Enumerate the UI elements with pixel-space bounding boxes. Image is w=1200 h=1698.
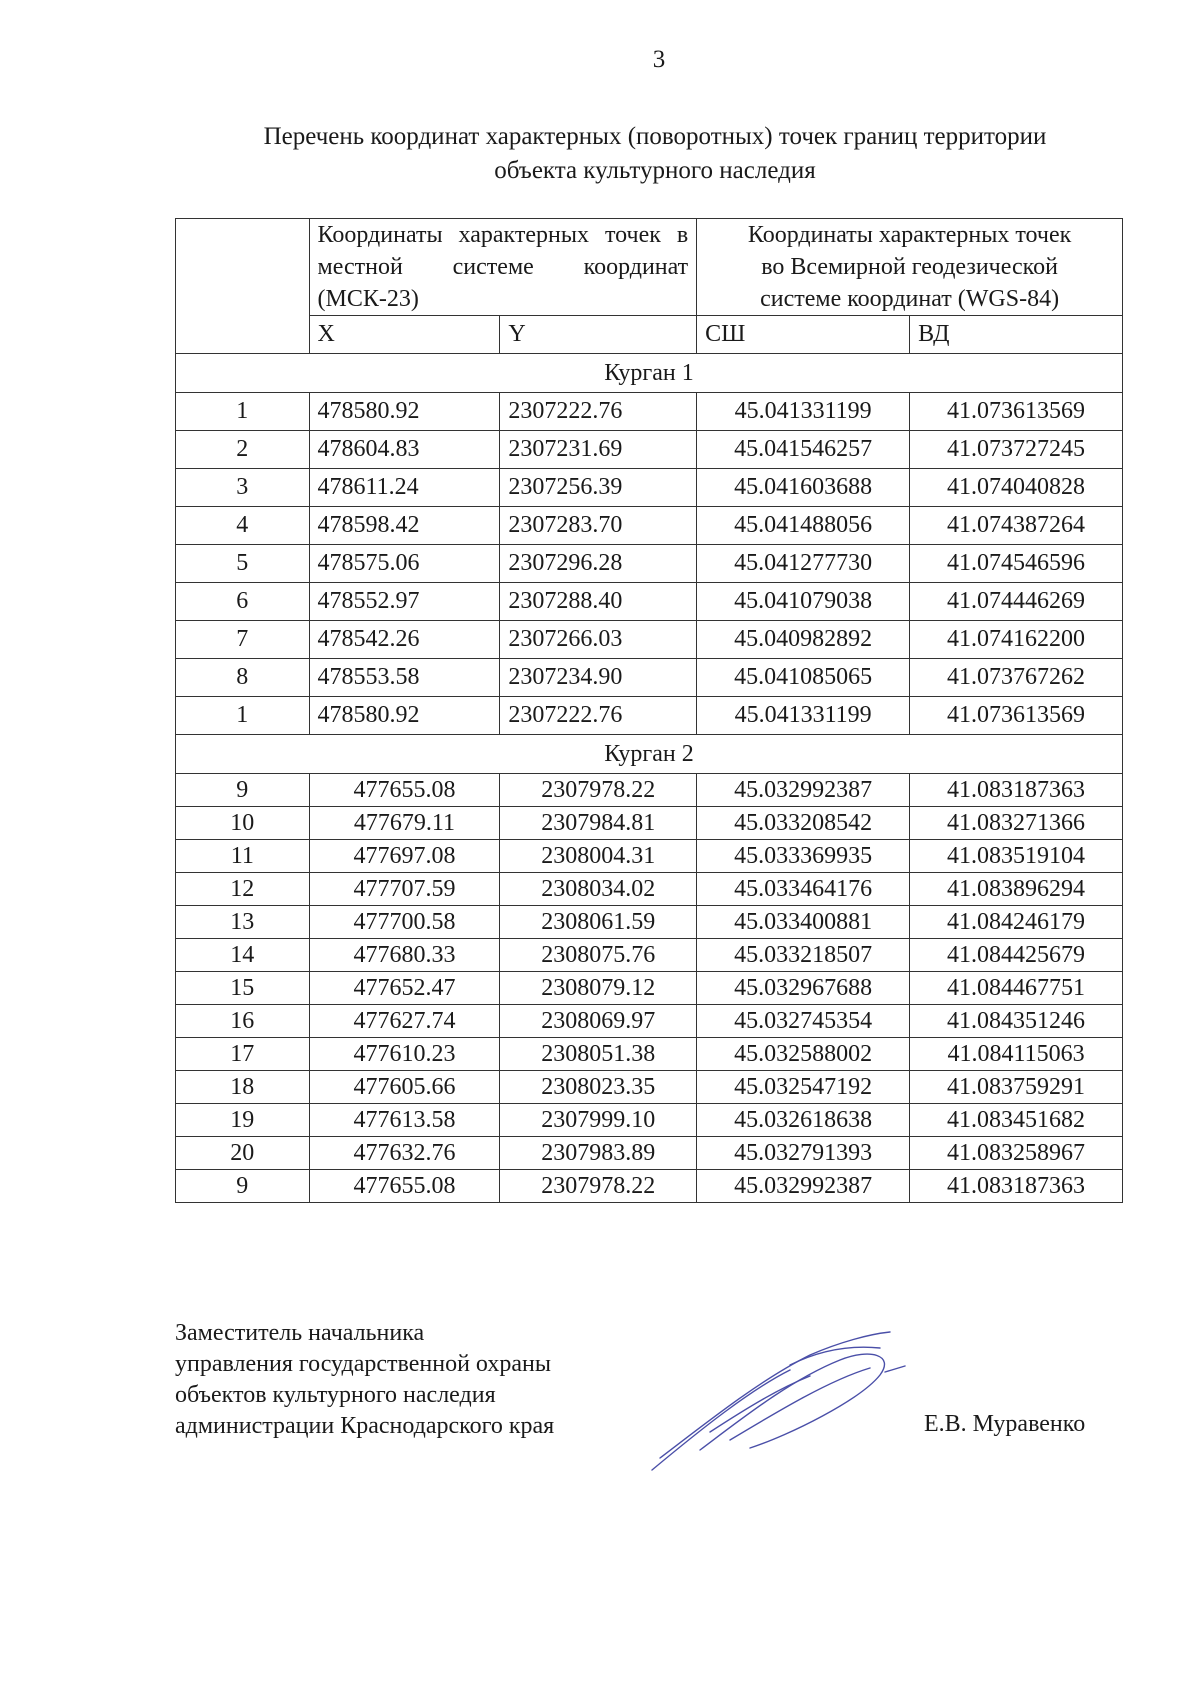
header-x: X — [309, 316, 500, 354]
table-row — [176, 1170, 1123, 1203]
signatory-line-4: администрации Краснодарского края — [175, 1413, 555, 1439]
latitude: 45.032618638 — [697, 1104, 910, 1137]
table-row — [176, 1137, 1123, 1170]
longitude: 41.073613569 — [910, 393, 1123, 431]
header-wgs-line-2: во Всемирной геодезической — [761, 254, 1058, 280]
longitude: 41.083187363 — [910, 1170, 1123, 1203]
y-coordinate: 2307266.03 — [500, 621, 697, 659]
latitude: 45.033218507 — [697, 939, 910, 972]
latitude: 45.041488056 — [697, 507, 910, 545]
x-coordinate: 478598.42 — [309, 507, 500, 545]
table-row — [176, 469, 1123, 507]
table-row — [176, 1104, 1123, 1137]
x-coordinate: 477655.08 — [309, 1170, 500, 1203]
handwritten-signature — [640, 1320, 930, 1485]
table-row — [176, 1071, 1123, 1104]
header-wgs-cell — [697, 219, 1123, 316]
x-coordinate: 477707.59 — [309, 873, 500, 906]
table-row — [176, 1038, 1123, 1071]
longitude: 41.074040828 — [910, 469, 1123, 507]
latitude: 45.040982892 — [697, 621, 910, 659]
table-row — [176, 431, 1123, 469]
longitude: 41.074446269 — [910, 583, 1123, 621]
group-header-row — [176, 735, 1123, 774]
x-coordinate: 477697.08 — [309, 840, 500, 873]
y-coordinate: 2308051.38 — [500, 1038, 697, 1071]
x-coordinate: 477605.66 — [309, 1071, 500, 1104]
y-coordinate: 2308075.76 — [500, 939, 697, 972]
header-lon: ВД — [910, 316, 1123, 354]
longitude: 41.074162200 — [910, 621, 1123, 659]
longitude: 41.083187363 — [910, 774, 1123, 807]
longitude: 41.084246179 — [910, 906, 1123, 939]
y-coordinate: 2308061.59 — [500, 906, 697, 939]
point-number: 8 — [176, 659, 310, 697]
latitude: 45.032992387 — [697, 1170, 910, 1203]
y-coordinate: 2307978.22 — [500, 1170, 697, 1203]
signatory-line-3: объектов культурного наследия — [175, 1382, 496, 1408]
title-line-1: Перечень координат характерных (поворотных) точек границ территории — [263, 123, 1047, 150]
point-number: 2 — [176, 431, 310, 469]
longitude: 41.073613569 — [910, 697, 1123, 735]
table-row — [176, 393, 1123, 431]
coordinates-table — [175, 218, 1123, 1203]
table-row — [176, 873, 1123, 906]
longitude: 41.084351246 — [910, 1005, 1123, 1038]
latitude: 45.033400881 — [697, 906, 910, 939]
x-coordinate: 477652.47 — [309, 972, 500, 1005]
y-coordinate: 2307984.81 — [500, 807, 697, 840]
latitude: 45.041331199 — [697, 393, 910, 431]
point-number: 14 — [176, 939, 310, 972]
longitude: 41.073767262 — [910, 659, 1123, 697]
point-number: 18 — [176, 1071, 310, 1104]
point-number: 3 — [176, 469, 310, 507]
latitude: 45.033208542 — [697, 807, 910, 840]
point-number: 6 — [176, 583, 310, 621]
point-number: 19 — [176, 1104, 310, 1137]
longitude: 41.083759291 — [910, 1071, 1123, 1104]
y-coordinate: 2307234.90 — [500, 659, 697, 697]
point-number: 20 — [176, 1137, 310, 1170]
x-coordinate: 477655.08 — [309, 774, 500, 807]
point-number: 7 — [176, 621, 310, 659]
table-header-row — [176, 219, 1123, 316]
table-row — [176, 840, 1123, 873]
y-coordinate: 2308004.31 — [500, 840, 697, 873]
y-coordinate: 2307222.76 — [500, 393, 697, 431]
header-wgs-line-1: Координаты характерных точек — [747, 222, 1072, 248]
latitude: 45.041546257 — [697, 431, 910, 469]
point-number: 1 — [176, 697, 310, 735]
latitude: 45.032967688 — [697, 972, 910, 1005]
signatory-line-1: Заместитель начальника — [175, 1320, 425, 1346]
page-number: 3 — [652, 46, 666, 73]
table-row — [176, 906, 1123, 939]
y-coordinate: 2307231.69 — [500, 431, 697, 469]
x-coordinate: 478611.24 — [309, 469, 500, 507]
y-coordinate: 2307222.76 — [500, 697, 697, 735]
table-row — [176, 1005, 1123, 1038]
header-msk-cell: Координаты характерных точек в местной системе координат (МСК-23) — [309, 219, 697, 316]
point-number: 13 — [176, 906, 310, 939]
y-coordinate: 2307256.39 — [500, 469, 697, 507]
latitude: 45.033369935 — [697, 840, 910, 873]
y-coordinate: 2307283.70 — [500, 507, 697, 545]
longitude: 41.084425679 — [910, 939, 1123, 972]
y-coordinate: 2307978.22 — [500, 774, 697, 807]
signatory-name: Е.В. Муравенко — [924, 1411, 1086, 1437]
table-row — [176, 659, 1123, 697]
y-coordinate: 2307288.40 — [500, 583, 697, 621]
x-coordinate: 478552.97 — [309, 583, 500, 621]
latitude: 45.032745354 — [697, 1005, 910, 1038]
latitude: 45.032791393 — [697, 1137, 910, 1170]
point-number: 11 — [176, 840, 310, 873]
latitude: 45.041085065 — [697, 659, 910, 697]
point-number: 16 — [176, 1005, 310, 1038]
x-coordinate: 478580.92 — [309, 393, 500, 431]
x-coordinate: 478553.58 — [309, 659, 500, 697]
table-subheader-row — [176, 316, 1123, 354]
y-coordinate: 2307983.89 — [500, 1137, 697, 1170]
latitude: 45.033464176 — [697, 873, 910, 906]
longitude: 41.083258967 — [910, 1137, 1123, 1170]
y-coordinate: 2307999.10 — [500, 1104, 697, 1137]
header-lat: СШ — [697, 316, 910, 354]
point-number: 12 — [176, 873, 310, 906]
latitude: 45.041603688 — [697, 469, 910, 507]
table-row — [176, 807, 1123, 840]
longitude: 41.083451682 — [910, 1104, 1123, 1137]
longitude: 41.083896294 — [910, 873, 1123, 906]
signatory-line-2: управления государственной охраны — [175, 1351, 551, 1377]
group-name: Курган 2 — [176, 735, 1123, 774]
x-coordinate: 477610.23 — [309, 1038, 500, 1071]
table-row — [176, 545, 1123, 583]
latitude: 45.032992387 — [697, 774, 910, 807]
signatory-title — [175, 1318, 554, 1442]
document-title — [175, 120, 1135, 188]
longitude: 41.084467751 — [910, 972, 1123, 1005]
latitude: 45.032547192 — [697, 1071, 910, 1104]
latitude: 45.041331199 — [697, 697, 910, 735]
header-wgs-line-3: системе координат (WGS-84) — [760, 286, 1060, 312]
x-coordinate: 477680.33 — [309, 939, 500, 972]
x-coordinate: 477679.11 — [309, 807, 500, 840]
latitude: 45.041277730 — [697, 545, 910, 583]
table-row — [176, 697, 1123, 735]
y-coordinate: 2308069.97 — [500, 1005, 697, 1038]
point-number: 1 — [176, 393, 310, 431]
x-coordinate: 477700.58 — [309, 906, 500, 939]
title-line-2: объекта культурного наследия — [494, 157, 816, 184]
y-coordinate: 2308079.12 — [500, 972, 697, 1005]
longitude: 41.083271366 — [910, 807, 1123, 840]
header-y: Y — [500, 316, 697, 354]
y-coordinate: 2307296.28 — [500, 545, 697, 583]
point-number: 17 — [176, 1038, 310, 1071]
y-coordinate: 2308023.35 — [500, 1071, 697, 1104]
x-coordinate: 478542.26 — [309, 621, 500, 659]
latitude: 45.032588002 — [697, 1038, 910, 1071]
y-coordinate: 2308034.02 — [500, 873, 697, 906]
point-number: 15 — [176, 972, 310, 1005]
table-row — [176, 621, 1123, 659]
point-number: 9 — [176, 774, 310, 807]
table-row — [176, 583, 1123, 621]
table-row — [176, 774, 1123, 807]
table-row — [176, 939, 1123, 972]
point-number: 5 — [176, 545, 310, 583]
group-name: Курган 1 — [176, 354, 1123, 393]
longitude: 41.074387264 — [910, 507, 1123, 545]
x-coordinate: 477627.74 — [309, 1005, 500, 1038]
longitude: 41.073727245 — [910, 431, 1123, 469]
longitude: 41.084115063 — [910, 1038, 1123, 1071]
latitude: 45.041079038 — [697, 583, 910, 621]
x-coordinate: 477613.58 — [309, 1104, 500, 1137]
header-number-cell — [176, 219, 310, 354]
point-number: 4 — [176, 507, 310, 545]
point-number: 10 — [176, 807, 310, 840]
table-row — [176, 507, 1123, 545]
table-row — [176, 972, 1123, 1005]
group-header-row — [176, 354, 1123, 393]
x-coordinate: 478604.83 — [309, 431, 500, 469]
x-coordinate: 478575.06 — [309, 545, 500, 583]
x-coordinate: 478580.92 — [309, 697, 500, 735]
point-number: 9 — [176, 1170, 310, 1203]
longitude: 41.083519104 — [910, 840, 1123, 873]
x-coordinate: 477632.76 — [309, 1137, 500, 1170]
longitude: 41.074546596 — [910, 545, 1123, 583]
